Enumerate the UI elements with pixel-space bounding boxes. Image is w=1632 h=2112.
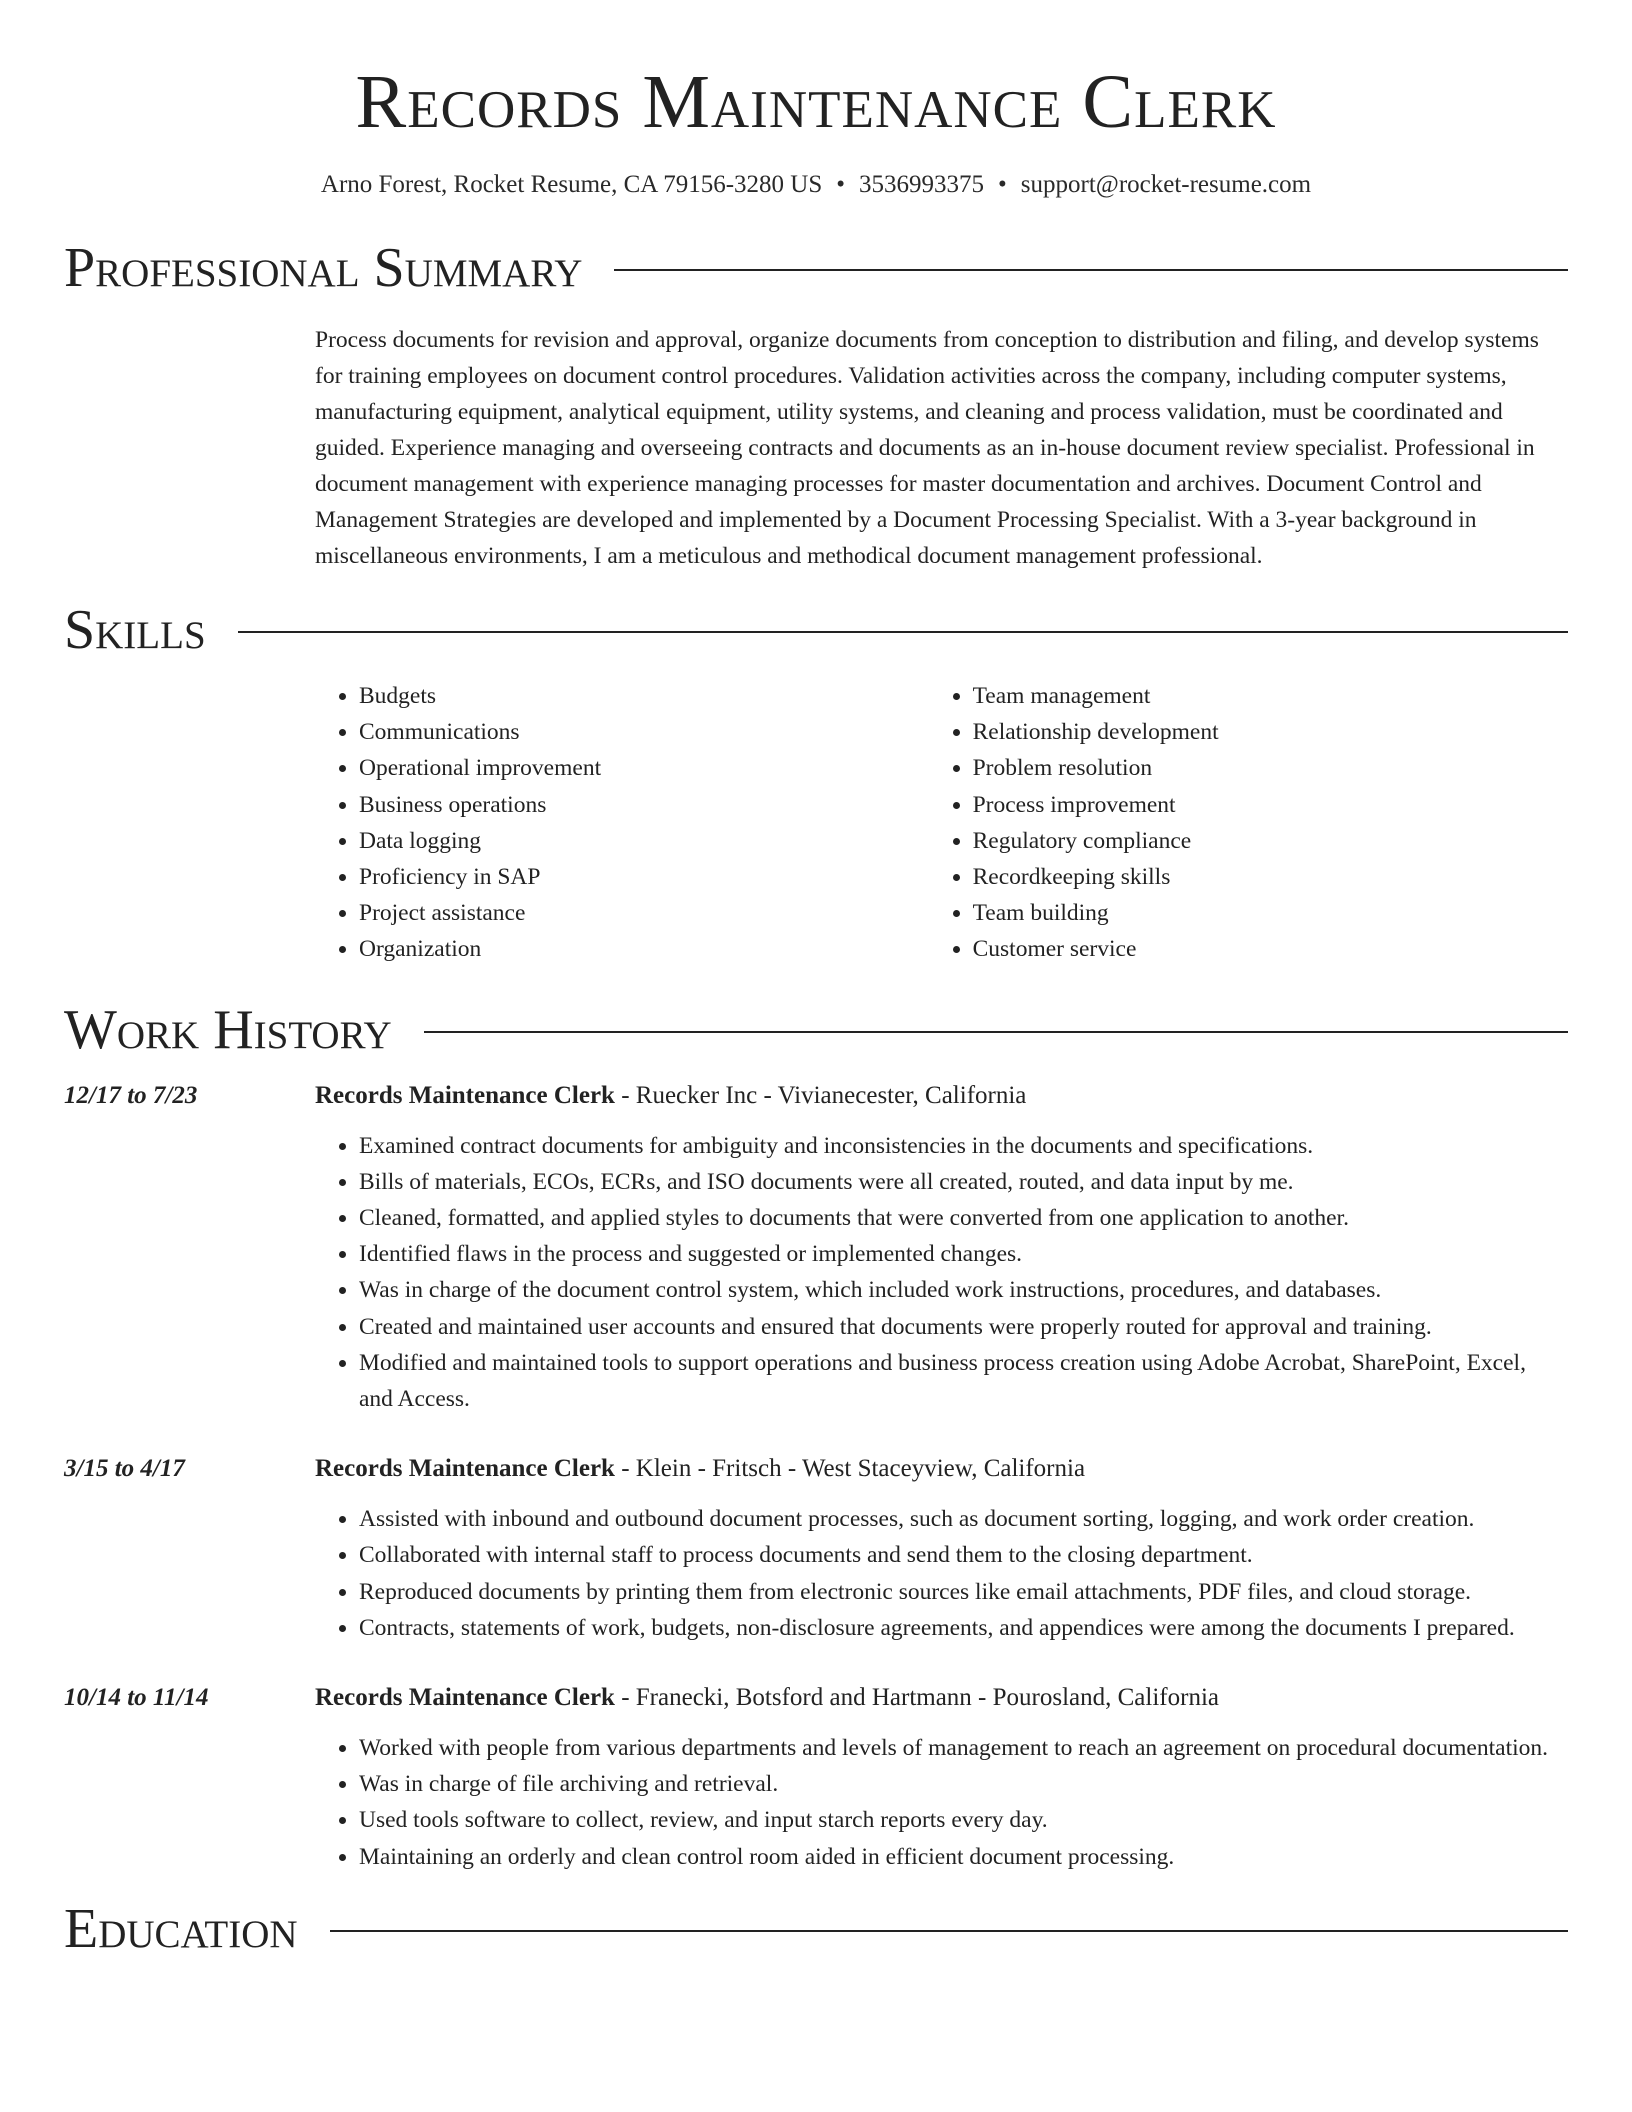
job-employer: - Klein - Fritsch - West Staceyview, California (614, 1455, 1086, 1483)
job-bullet: • Assisted with inbound and outbound document processes, such as document sorting, logging, and work order creation. (359, 1501, 1568, 1537)
job-bullet: • Collaborated with internal staff to process documents and send them to the closing department. (359, 1537, 1568, 1573)
skills-column-left (315, 678, 929, 968)
skill-item: • Business operations (359, 787, 929, 823)
skill-item: • Data logging (359, 823, 929, 859)
contact-separator: • (836, 171, 846, 198)
job-title-line (315, 1078, 1026, 1114)
skills-column-right (929, 678, 1568, 968)
job-bullet: • Examined contract documents for ambiguity and inconsistencies in the documents and specifications. (359, 1128, 1568, 1164)
section-title-work: Work History (64, 998, 392, 1061)
resume-page (64, 0, 1568, 1961)
skill-item: • Recordkeeping skills (973, 859, 1568, 895)
job-dates: 10/14 to 11/14 (64, 1684, 209, 1712)
job-entry (64, 1680, 1568, 1875)
section-divider (614, 269, 1568, 271)
job-bullet: • Identified flaws in the process and suggested or implemented changes. (359, 1236, 1568, 1272)
contact-address: Arno Forest, Rocket Resume, CA 79156-3280 US (320, 171, 823, 198)
job-bullet: • Created and maintained user accounts and ensured that documents were properly routed for approval and training. (359, 1309, 1568, 1345)
contact-line (64, 168, 1568, 202)
candidate-name: Records Maintenance Clerk (355, 60, 1277, 144)
job-bullets (64, 1730, 1568, 1875)
skill-item: • Problem resolution (973, 750, 1568, 786)
section-divider (424, 1031, 1568, 1033)
job-title-line (315, 1680, 1219, 1716)
job-bullet: • Contracts, statements of work, budgets, non-disclosure agreements, and appendices were among the documents I prepared. (359, 1610, 1568, 1646)
job-heading (64, 1680, 1568, 1716)
job-title: Records Maintenance Clerk (315, 1455, 615, 1483)
job-bullet: • Modified and maintained tools to support operations and business process creation using Adobe Acrobat, SharePoint, Excel, and Access. (359, 1345, 1568, 1417)
job-dates: 12/17 to 7/23 (64, 1081, 198, 1109)
job-title: Records Maintenance Clerk (315, 1081, 615, 1109)
section-title-summary: Professional Summary (64, 237, 583, 299)
section-header-summary (64, 236, 1568, 300)
job-dates: 3/15 to 4/17 (64, 1455, 185, 1483)
job-title-line (315, 1451, 1085, 1487)
skill-item: • Organization (359, 931, 929, 967)
skills-list (315, 678, 1568, 968)
job-bullet: • Worked with people from various departments and levels of management to reach an agreement on procedural documentation. (359, 1730, 1568, 1766)
skill-item: • Communications (359, 714, 929, 750)
job-bullet: • Cleaned, formatted, and applied styles to documents that were converted from one application to another. (359, 1200, 1568, 1236)
job-bullet: • Used tools software to collect, review, and input starch reports every day. (359, 1802, 1568, 1838)
job-bullets (64, 1501, 1568, 1646)
job-entry (64, 1078, 1568, 1418)
contact-phone[interactable]: 3536993375 (859, 171, 985, 198)
skill-item: • Regulatory compliance (973, 823, 1568, 859)
job-bullet: • Was in charge of the document control system, which included work instructions, procedures, and databases. (359, 1272, 1568, 1308)
job-bullets (64, 1128, 1568, 1418)
job-title: Records Maintenance Clerk (315, 1684, 615, 1712)
section-title-education: Education (64, 1897, 298, 1960)
section-divider (330, 1930, 1568, 1932)
section-header-education (64, 1897, 1568, 1961)
summary-text: Process documents for revision and approval, organize documents from conception to distribution and filing, and develop systems for training employees on document control procedures. Validation activities across the company, including computer systems, manufacturing equipment, analytical equipment, utility systems, and cleaning and process validation, must be coordinated and guided. Experience managing and overseeing contracts and documents as an in-house document review specialist. Professional in document management with experience managing processes for master documentation and archives. Document Control and Management Strategies are developed and implemented by a Document Processing Specialist. With a 3-year background in miscellaneous environments, I am a meticulous and methodical document management professional. (315, 327, 1539, 569)
skill-item: • Customer service (973, 931, 1568, 967)
skill-item: • Operational improvement (359, 750, 929, 786)
skill-item: • Project assistance (359, 895, 929, 931)
skill-item: • Proficiency in SAP (359, 859, 929, 895)
job-entry (64, 1451, 1568, 1646)
section-title-skills: Skills (64, 599, 206, 661)
job-heading (64, 1078, 1568, 1114)
job-employer: - Franecki, Botsford and Hartmann - Pourosland, California (614, 1684, 1219, 1712)
job-bullet: • Maintaining an orderly and clean control room aided in efficient document processing. (359, 1839, 1568, 1875)
skill-item: • Budgets (359, 678, 929, 714)
skill-item: • Team management (973, 678, 1568, 714)
job-bullet: • Bills of materials, ECOs, ECRs, and ISO documents were all created, routed, and data input by me. (359, 1164, 1568, 1200)
job-heading (64, 1451, 1568, 1487)
job-bullet: • Was in charge of file archiving and retrieval. (359, 1766, 1568, 1802)
job-bullet: • Reproduced documents by printing them from electronic sources like email attachments, PDF files, and cloud storage. (359, 1574, 1568, 1610)
section-header-work (64, 998, 1568, 1062)
job-employer: - Ruecker Inc - Vivianecester, California (614, 1081, 1027, 1109)
contact-separator: • (998, 171, 1007, 198)
skill-item: • Relationship development (973, 714, 1568, 750)
skill-item: • Team building (973, 895, 1568, 931)
contact-email[interactable]: support@rocket-resume.com (1020, 171, 1312, 198)
section-divider (238, 631, 1568, 633)
skill-item: • Process improvement (973, 787, 1568, 823)
section-header-skills (64, 598, 1568, 662)
